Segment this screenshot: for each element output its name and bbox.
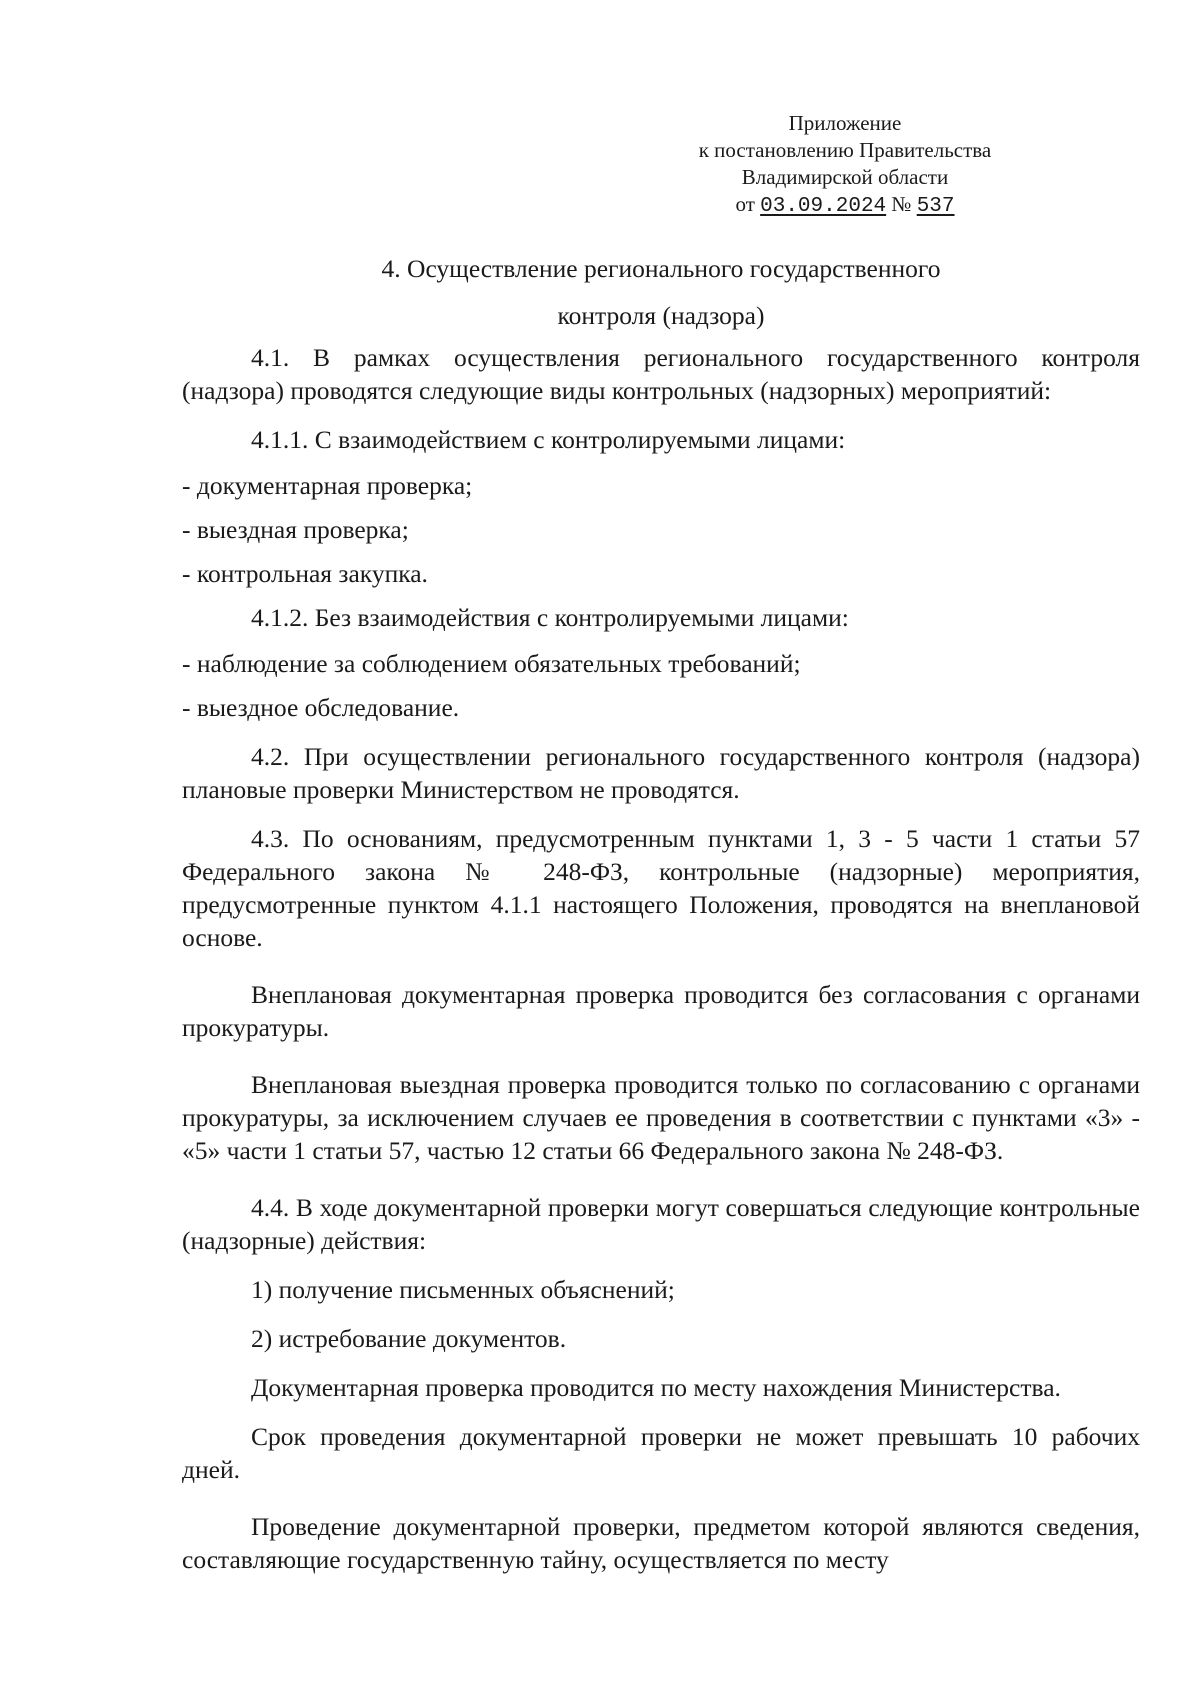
paragraph-4-4: 4.4. В ходе документарной проверки могут совершаться следующие контрольные (надзорные) действия: [182, 1193, 1140, 1255]
paragraph-state-secret: Проведение документарной проверки, предметом которой являются сведения, составляющие государственную тайну, осуществляется по месту [182, 1512, 1140, 1574]
list-item: - выездная проверка; [182, 515, 409, 544]
number-sign: № [891, 192, 912, 216]
appendix-region: Владимирской области [741, 165, 949, 189]
resolution-date: 03.09.2024 [760, 195, 887, 218]
list-item: - наблюдение за соблюдением обязательных требований; [182, 649, 801, 678]
paragraph-unplanned-documentary: Внеплановая документарная проверка проводится без согласования с органами прокуратуры. [182, 980, 1140, 1042]
date-prefix: от [735, 192, 755, 216]
section-title-line2: контроля (надзора) [557, 301, 765, 330]
list-item: - документарная проверка; [182, 471, 473, 500]
list-item: 1) получение письменных объяснений; [251, 1275, 675, 1304]
paragraph-4-1-1: 4.1.1. С взаимодействием с контролируемыми лицами: [251, 425, 846, 454]
appendix-resolution: к постановлению Правительства [698, 138, 992, 162]
list-item: - контрольная закупка. [182, 559, 428, 588]
paragraph-4-1-2: 4.1.2. Без взаимодействия с контролируемыми лицами: [251, 603, 849, 632]
paragraph-4-2: 4.2. При осуществлении регионального государственного контроля (надзора) плановые проверки Министерством не проводятся. [182, 742, 1140, 804]
list-item: - выездное обследование. [182, 693, 460, 722]
appendix-date-line [665, 191, 1025, 220]
section-title-line1: 4. Осуществление регионального государственного [381, 254, 941, 283]
resolution-number: 537 [916, 195, 955, 218]
list-item: 2) истребование документов. [251, 1324, 567, 1353]
paragraph-4-1: 4.1. В рамках осуществления регионального государственного контроля (надзора) проводятся следующие виды контрольных (надзорных) мероприятий: [182, 343, 1140, 405]
paragraph-term: Срок проведения документарной проверки не может превышать 10 рабочих дней. [182, 1422, 1140, 1484]
paragraph-location: Документарная проверка проводится по месту нахождения Министерства. [251, 1373, 1061, 1402]
paragraph-unplanned-onsite: Внеплановая выездная проверка проводится только по согласованию с органами прокуратуры, за исключением случаев ее проведения в соответствии с пунктами «3» - «5» части 1 статьи 57, частью 12 статьи 66 Федерального закона № 248-ФЗ. [182, 1070, 1140, 1165]
appendix-title: Приложение [788, 111, 902, 135]
paragraph-4-3: 4.3. По основаниям, предусмотренным пунктами 1, 3 - 5 части 1 статьи 57 Федерального закона № 248-ФЗ, контрольные (надзорные) мероприятия, предусмотренные пунктом 4.1.1 настоящего Положения, проводятся на внеплановой основе. [182, 824, 1140, 952]
document-body [182, 245, 1140, 1589]
appendix-header [665, 110, 1025, 220]
